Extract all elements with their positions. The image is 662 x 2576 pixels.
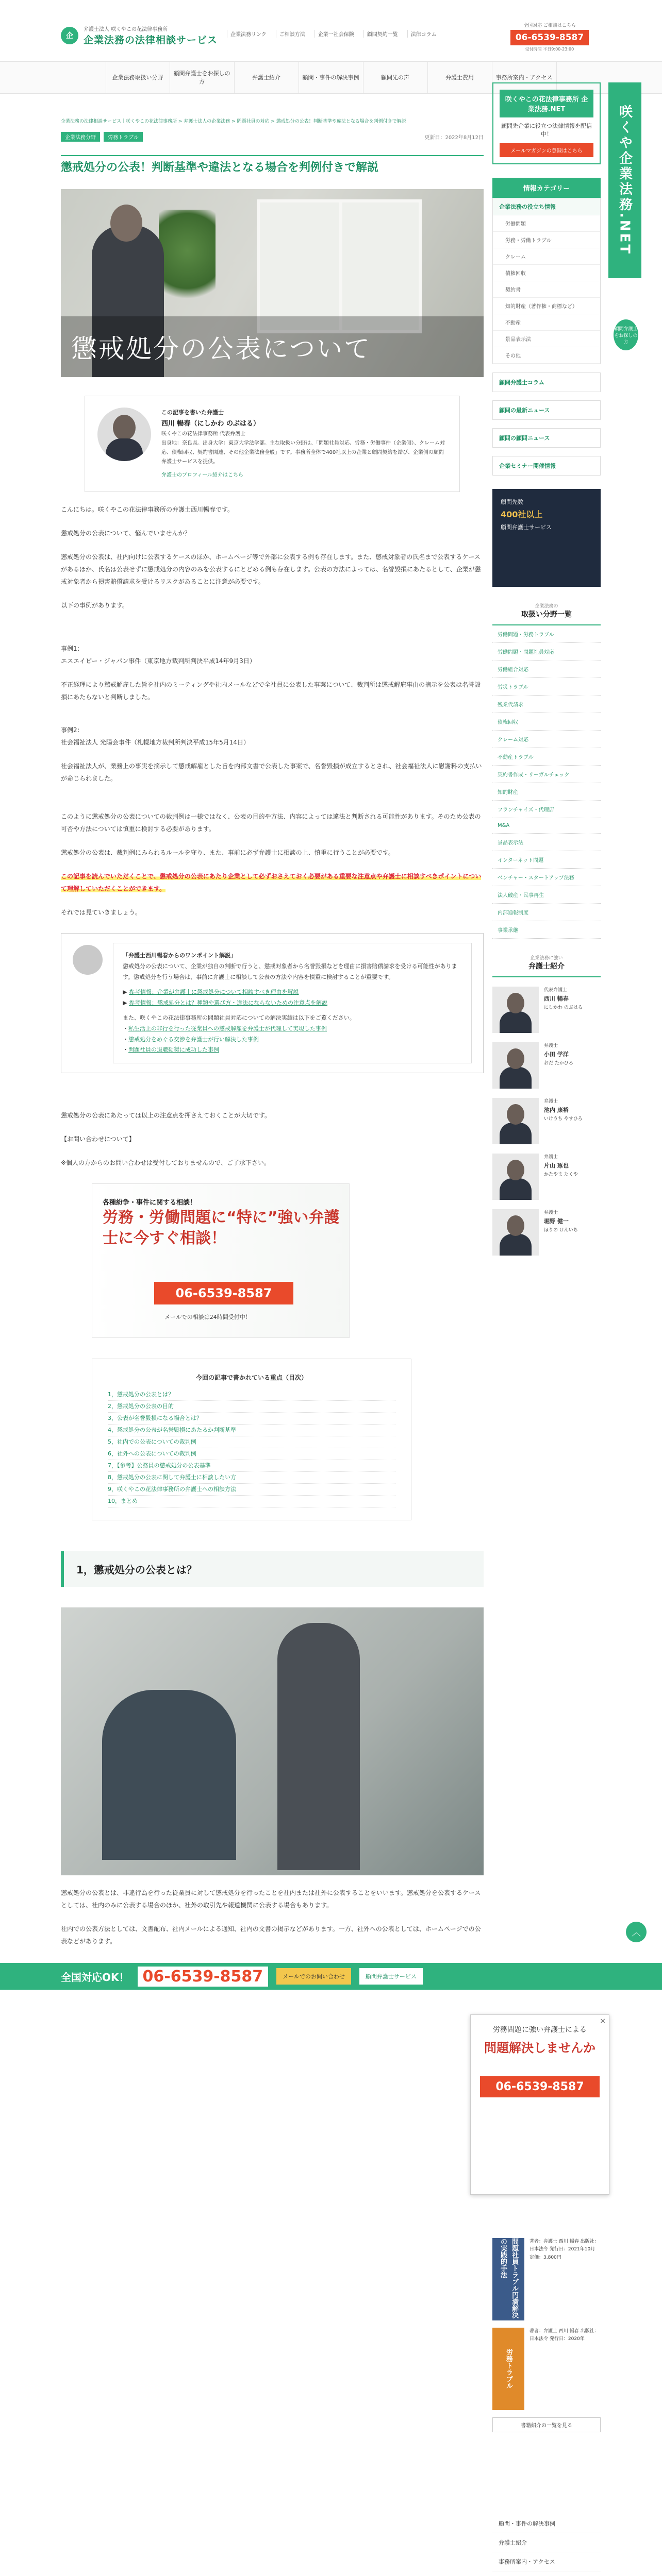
lawyer-kana: おだ たかひろ (544, 1060, 573, 1066)
sidebar-link[interactable]: 事務所案内・アクセス (492, 2552, 601, 2571)
sidebar-cta (492, 82, 601, 164)
book-info: 著者：弁護士 西川 暢春 出版社：日本法令 発行日：2020年 (529, 2329, 599, 2342)
sidebar-link[interactable] (492, 2571, 601, 2576)
field-link[interactable]: 不動産トラブル (492, 748, 601, 766)
cta-text: 顧問先企業に役立つ法律情報を配信中！ (501, 123, 592, 138)
category-item[interactable]: 不動産 (493, 314, 600, 331)
contact-hours: 受付時間 平日9:00-23:00 (525, 47, 574, 52)
column-link[interactable]: 参考情報：懲戒処分とは？種類や選び方・違法にならないための注意点を解説 (128, 999, 327, 1006)
author-name: 西川 暢春（にしかわ のぶはる） (161, 419, 260, 428)
toc-title: 今回の記事で書かれている重点（目次） (195, 1374, 307, 1382)
paragraph: ※個人の方からのお問い合わせは受付しておりませんので、ご了承下さい。 (61, 1159, 270, 1167)
lawyer-photo (492, 987, 539, 1033)
banner-line1: 各種紛争・事件に関する相談！ (103, 1199, 197, 1207)
lawyer-role: 弁護士 (544, 1043, 558, 1048)
hero-caption: 懲戒処分の公表について (71, 334, 371, 364)
vertical-side-banner[interactable]: 咲くや企業法務.NET (608, 82, 641, 278)
logo-mark: 企 (61, 27, 78, 44)
toc-item[interactable]: 9，咲くやこの花法律事務所の弁護士への相談方法 (108, 1484, 395, 1496)
header-tel-button[interactable]: 06-6539-8587 (510, 30, 589, 45)
lawyer-card[interactable] (492, 1098, 601, 1144)
author-box (85, 396, 460, 492)
paragraph: それでは見ていきましょう。 (61, 909, 142, 917)
paragraph: 事例2： 社会福祉法人 光陽会事件（札幌地方裁判所判決平成15年5月14日） (61, 726, 250, 747)
gnav-item[interactable]: 顧問弁護士をお探しの方 (170, 62, 235, 93)
lawyers-title (492, 954, 601, 977)
highlight-text: この記事を読んでいただくことで、懲戒処分の公表にあたり企業として必ずおさえておく必要がある重要な注意点や弁護士に相談すべきポイントについて理解していただくことができます。 (61, 873, 482, 893)
popup-line1: 労務問題に強い弁護士による (493, 2026, 587, 2034)
fields-title-text: 取扱い分野一覧 (521, 611, 572, 619)
book-item[interactable] (492, 2328, 601, 2410)
lawyer-role: 弁護士 (544, 1099, 558, 1104)
field-link[interactable]: 内部通報制度 (492, 904, 601, 921)
category-item[interactable]: その他 (493, 347, 600, 364)
lawyer-photo (492, 1209, 539, 1256)
banner-line3: メールでの相談は24時間受付中！ (164, 1314, 251, 1321)
lawyer-card[interactable] (492, 1154, 601, 1200)
sidebar-square-link[interactable]: 顧問の顧問ニュース (492, 428, 601, 448)
highlight-paragraph (61, 870, 484, 895)
lawyer-kana: いけうち やすひろ (544, 1116, 583, 1122)
paragraph: 懲戒処分の公表は、裁判例にみられるルールを守り、また、事前に必ず弁護士に相談の上、慎重に行うことが必要です。 (61, 849, 394, 857)
lawyer-kana: ほりの けんいち (544, 1227, 578, 1233)
field-link[interactable]: フランチャイズ・代理店 (492, 801, 601, 818)
site-logo[interactable] (61, 25, 218, 46)
case-link[interactable]: 私生活上の非行を行った従業員への懲戒解雇を弁護士が代理して実現した事例 (128, 1025, 327, 1032)
ad-big: 400社以上 (501, 509, 543, 519)
category-item[interactable]: クレーム (493, 248, 600, 265)
table-of-contents (92, 1359, 411, 1520)
paragraph: 【お問い合わせについて】 (61, 1136, 135, 1143)
popup-tel[interactable]: 06-6539-8587 (480, 2076, 600, 2097)
gnav-item[interactable]: 企業法務取扱い分野 (106, 62, 170, 93)
hero-person-head (110, 205, 142, 242)
gnav-item[interactable]: 顧問先の声 (363, 62, 428, 93)
article-body (61, 503, 484, 1169)
section-heading: 1，懲戒処分の公表とは？ (61, 1551, 484, 1587)
fixedbar-area: 全国対応OK！ (61, 1971, 129, 1984)
paragraph: 懲戒処分の公表にあたっては以上の注意点を押さえておくことが大切です。 (61, 1112, 271, 1120)
field-link[interactable]: 知的財産 (492, 783, 601, 801)
breadcrumb[interactable]: 企業法務の法律相談サービス｜咲くやこの花法律事務所 > 弁護士法人の企業法務 > 問題社員の対応 > 懲戒処分の公表！判断基準や違法となる場合を判例付きで解説 (61, 119, 406, 124)
gnav-item[interactable]: 事務所案内・アクセス (492, 62, 557, 93)
fields-title (492, 602, 601, 625)
column-title: 「弁護士西川暢春からのワンポイント解説」 (123, 952, 236, 959)
lawyer-card[interactable] (492, 1042, 601, 1089)
gnav-item[interactable]: 弁護士紹介 (235, 62, 299, 93)
lawyer-photo (492, 1154, 539, 1200)
logo-title: 企業法務の法律相談サービス (84, 35, 218, 46)
cta-head: 咲くやこの花法律事務所 企業法務.NET (500, 90, 593, 117)
field-link[interactable]: ベンチャー・スタートアップ法務 (492, 869, 601, 886)
case-link[interactable]: 問題社員の退職勧奨に成功した事例 (128, 1046, 219, 1054)
fields-small: 企業法務の (535, 604, 558, 609)
sidebar-square-link[interactable]: 顧問の最新ニュース (492, 400, 601, 420)
category-item[interactable]: 労務・労働トラブル (493, 232, 600, 248)
category-list (492, 198, 601, 364)
lawyer-role: 弁護士 (544, 1155, 558, 1160)
field-link[interactable]: 労働組合対応 (492, 660, 601, 678)
gnav-item[interactable]: 弁護士費用 (428, 62, 492, 93)
sidebar (492, 82, 601, 1256)
field-link[interactable]: 事業承継 (492, 921, 601, 939)
header-nav-item[interactable]: ご相談方法 (276, 30, 305, 38)
author-bio: 出身地：奈良県。出身大学：東京大学法学部。主な取扱い分野は、「問題社員対応、労務・労働事件（企業側）、クレーム対応、債権回収、契約書関連、その他企業法務全般」です。事務所全体で400社以上の企業と顧問契約を結び、企業側の顧問弁護士サービスを提供。 (161, 440, 445, 465)
lawyer-kana: かたやま たくや (544, 1172, 578, 1177)
side-round-button[interactable]: 顧問弁護士をお探しの方 (614, 319, 638, 350)
tag[interactable]: 労務トラブル (104, 132, 143, 142)
lawyer-name: 堀野 健一 (544, 1218, 569, 1225)
sidebar-square-link[interactable]: 顧問弁護士コラム (492, 372, 601, 392)
site-header (0, 0, 662, 62)
book-item[interactable] (492, 2238, 601, 2320)
lawyer-card[interactable] (492, 987, 601, 1033)
paragraph: 事例1： エスエイピー・ジャパン事件（東京地方裁判所判決平成14年9月3日） (61, 645, 256, 665)
lawyer-role: 代表弁護士 (544, 988, 568, 993)
category-item[interactable]: 契約書 (493, 281, 600, 298)
header-nav-item[interactable]: 企業法務リンク (227, 30, 267, 38)
author-heading: この記事を書いた弁護士 (161, 409, 224, 416)
fixedbar-tel[interactable]: 06-6539-8587 (138, 1967, 269, 1987)
banner-line2: 労務・労働問題に“特に”強い弁護士に今すぐ相談！ (103, 1208, 340, 1248)
article-tags (61, 132, 145, 142)
article-date: 更新日：2022年8月12日 (424, 135, 484, 141)
field-link[interactable]: 労災トラブル (492, 678, 601, 696)
field-link[interactable]: 労働問題・労務トラブル (492, 625, 601, 643)
lawyers-title-text: 弁護士紹介 (528, 962, 565, 971)
paragraph: 以下の事例があります。 (61, 602, 129, 609)
toc-item[interactable]: 5，社内での公表についての裁判例 (108, 1436, 395, 1448)
toc-item[interactable]: 4，懲戒処分の公表が名誉毀損にあたるか判断基準 (108, 1425, 395, 1436)
lawyer-name: 片山 琢也 (544, 1162, 569, 1170)
field-link[interactable]: インターネット問題 (492, 851, 601, 869)
header-nav-item[interactable]: 企業一社会保険 (315, 30, 354, 38)
close-icon[interactable]: × (600, 2017, 606, 2025)
sidebar-link[interactable]: 顧問・事件の解決事例 (492, 2514, 601, 2533)
toc-item[interactable]: 8，懲戒処分の公表に関して弁護士に相談したい方 (108, 1472, 395, 1484)
field-link[interactable]: 債権回収 (492, 713, 601, 731)
lawyer-photo (492, 1042, 539, 1089)
fixed-contact-bar (0, 1963, 662, 1990)
book-cover: 労務トラブル (492, 2328, 524, 2410)
hero-image (61, 189, 484, 377)
category-item[interactable]: 労働問題 (493, 215, 600, 232)
author-profile-link[interactable]: 弁護士のプロフィール紹介はこちら (161, 472, 243, 479)
fixedbar-mail-button[interactable]: メールでのお問い合わせ (276, 1968, 351, 1985)
paragraph: このように懲戒処分の公表についての裁判例は一様ではなく、公表の目的や方法、内容によっては違法と判断される可能性があります。そのため公表の可否や方法については慎重に検討する必要があります。 (61, 813, 481, 833)
lawyer-card[interactable] (492, 1209, 601, 1256)
banner-tel[interactable]: 06-6539-8587 (154, 1282, 293, 1304)
sidebar-ad[interactable] (492, 489, 601, 587)
contact-label: 全国対応 ご相談はこちら (523, 23, 576, 28)
paragraph: 社内での公表方法としては、文書配布、社内メールによる通知、社内の文書の掲示などがあります。一方、社外への公表としては、ホームページでの公表などがあります。 (61, 1925, 481, 1945)
books-section (492, 2231, 601, 2432)
cta-button[interactable]: メールマガジンの登録はこちら (500, 143, 593, 157)
article-title: 懲戒処分の公表！判断基準や違法となる場合を判例付きで解説 (61, 155, 484, 177)
consult-popup (470, 2014, 609, 2195)
header-nav-item[interactable]: 法律コラム (407, 30, 437, 38)
column-avatar (73, 945, 103, 975)
lawyer-name: 西川 暢春 (544, 995, 569, 1003)
field-link[interactable]: M&A (492, 818, 601, 834)
field-link[interactable]: 労働問題・問題社員対応 (492, 643, 601, 660)
author-firm: 咲くやこの花法律事務所 代表弁護士 (161, 431, 246, 437)
column-link[interactable]: 参考情報：企業が弁護士に懲戒処分について相談すべき理由を解説 (128, 988, 299, 995)
ad-sub: 顧問弁護士サービス (501, 523, 552, 531)
toc-item[interactable]: 10，まとめ (108, 1496, 395, 1507)
hero-plant (159, 210, 216, 313)
toc-item[interactable]: 6，社外への公表についての裁判例 (108, 1448, 395, 1460)
paragraph: 懲戒処分の公表について、悩んでいませんか？ (61, 530, 191, 537)
header-nav-item[interactable]: 顧問契約一覧 (363, 30, 398, 38)
book-info: 著者：弁護士 西川 暢春 出版社：日本法令 発行日：2021年10月 定価：3,800円 (529, 2239, 599, 2260)
sidebar-square-link[interactable]: 企業セミナー開催情報 (492, 456, 601, 476)
header-nav (227, 30, 437, 38)
field-link[interactable]: 法人破産・民事再生 (492, 886, 601, 904)
category-item[interactable]: 債権回収 (493, 265, 600, 281)
category-item[interactable]: 知的財産（著作権・商標など） (493, 298, 600, 314)
lawyer-photo (492, 1098, 539, 1144)
article (61, 132, 484, 1947)
toc-item[interactable]: 7，【参考】公務員の懲戒処分の公表基準 (108, 1460, 395, 1472)
paragraph: こんにちは。咲くやこの花法律事務所の弁護士西川暢春です。 (61, 506, 234, 514)
lawyer-name: 池内 康裕 (544, 1107, 569, 1114)
sidebar-lower (492, 2514, 601, 2576)
lawyer-role: 弁護士 (544, 1210, 558, 1215)
paragraph: 社会福祉法人が、業務上の事実を摘示して懲戒解雇とした旨を内部文書で公表した事案で、名誉毀損が成立するとされ、社会福祉法人に慰謝料の支払いが命じられました。 (61, 762, 482, 783)
paragraph: 懲戒処分の公表とは、非違行為を行った従業員に対して懲戒処分を行ったことを社内または社外に公表することをいいます。懲戒処分を公表するケースとしては、社内のみに公表する場合のほか、社外の取引先や報道機関に公表する場合もあります。 (61, 1889, 481, 1909)
paragraph: 懲戒処分の公表は、社内向けに公表するケースのほか、ホームページ等で外部に公表する例も存在します。また、懲戒対象者の氏名まで公表するケースがあるほか、氏名は公表せずに懲戒処分の内容のみを公表するにとどめる例も存在します。公表の方法によっては、名誉毀損にあたるとして、企業が懲戒対象者から損害賠償請求を受けるリスクがあることに注意が必要です。 (61, 553, 481, 586)
toc-item[interactable]: 3，公表が名誉毀損になる場合とは？ (108, 1413, 395, 1425)
fixedbar-service-button[interactable]: 顧問弁護士サービス (359, 1968, 423, 1985)
field-link[interactable]: クレーム対応 (492, 731, 601, 748)
lawyers-small: 企業法務に強い (530, 956, 563, 961)
hero-window (257, 199, 422, 333)
category-item[interactable]: 企業法務の役立ち情報 (493, 198, 600, 215)
toc-item[interactable]: 1，懲戒処分の公表とは？ (108, 1389, 395, 1401)
lawyer-kana: にしかわ のぶはる (544, 1005, 583, 1010)
header-contact (510, 22, 589, 52)
category-head: 情報カテゴリー (492, 178, 601, 198)
gnav-item[interactable]: 顧問・事件の解決事例 (299, 62, 363, 93)
tag[interactable]: 企業法務分野 (61, 132, 100, 142)
column-box: 「弁護士西川暢春からのワンポイント解説」 懲戒処分の公表について、企業が独自の判断で行うと、懲戒対象者から名誉毀損などを理由に損害賠償請求を受ける可能性があります。懲戒処分を行う場合は、事前に弁護士に相談して公表の方法や内容を慎重に検討することが重要です。 ▶ 参考情報：企業が弁護士に懲戒処分について相談すべき理由を解説 ▶ 参考情報：懲戒処分とは？種類や選び方・違法にならないための注意点を解説 また、咲くやこの花法律事務所の問題社員対応についての解決実績は以下をご覧ください。 ・私生活上の非行を行った従業員への懲戒解雇を弁護士が代理して実現した事例 ・懲戒処分をめぐる交渉を弁護士が行い解決した事例 ・問題社員の退職勧奨に成功した事例 (61, 933, 484, 1073)
scroll-top-icon[interactable]: ︿ (626, 1922, 647, 1942)
column-text: 懲戒処分の公表について、企業が独自の判断で行うと、懲戒対象者から名誉毀損などを理由に損害賠償請求を受ける可能性があります。懲戒処分を行う場合は、事前に弁護士に相談して公表の方法や内容を慎重に検討することが重要です。 (123, 963, 457, 981)
popup-line2: 問題解決しませんか (484, 2041, 595, 2055)
toc-item[interactable]: 2，懲戒処分の公表の目的 (108, 1401, 395, 1413)
author-avatar (97, 408, 151, 461)
field-link[interactable]: 契約書作成・リーガルチェック (492, 766, 601, 783)
logo-small: 弁護士法人 咲くやこの花法律事務所 (84, 27, 168, 32)
case-link[interactable]: 懲戒処分をめぐる交渉を弁護士が行い解決した事例 (128, 1036, 259, 1043)
section-image (61, 1607, 484, 1875)
category-item[interactable]: 景品表示法 (493, 331, 600, 347)
books-more-button[interactable]: 書籍紹介の一覧を見る (492, 2417, 601, 2432)
paragraph: 不正経理により懲戒解雇した旨を社内のミーティングや社内メールなどで全社員に公表した事案について、裁判所は懲戒解雇事由の摘示を公表は名誉毀損にあたらないと判断しました。 (61, 681, 481, 701)
field-link[interactable]: 残業代請求 (492, 696, 601, 713)
fields-list (492, 625, 601, 939)
consult-banner[interactable] (92, 1183, 350, 1338)
book-cover: 問題社員トラブル円満解決の実践的手法 (492, 2238, 524, 2320)
column-text2: また、咲くやこの花法律事務所の問題社員対応についての解決実績は以下をご覧ください。 (123, 1014, 355, 1021)
lawyer-name: 小田 学洋 (544, 1051, 569, 1058)
field-link[interactable]: 景品表示法 (492, 834, 601, 851)
sidebar-link[interactable]: 弁護士紹介 (492, 2533, 601, 2552)
hero-caption-band (61, 316, 484, 377)
ad-text: 顧問先数 (501, 499, 523, 505)
